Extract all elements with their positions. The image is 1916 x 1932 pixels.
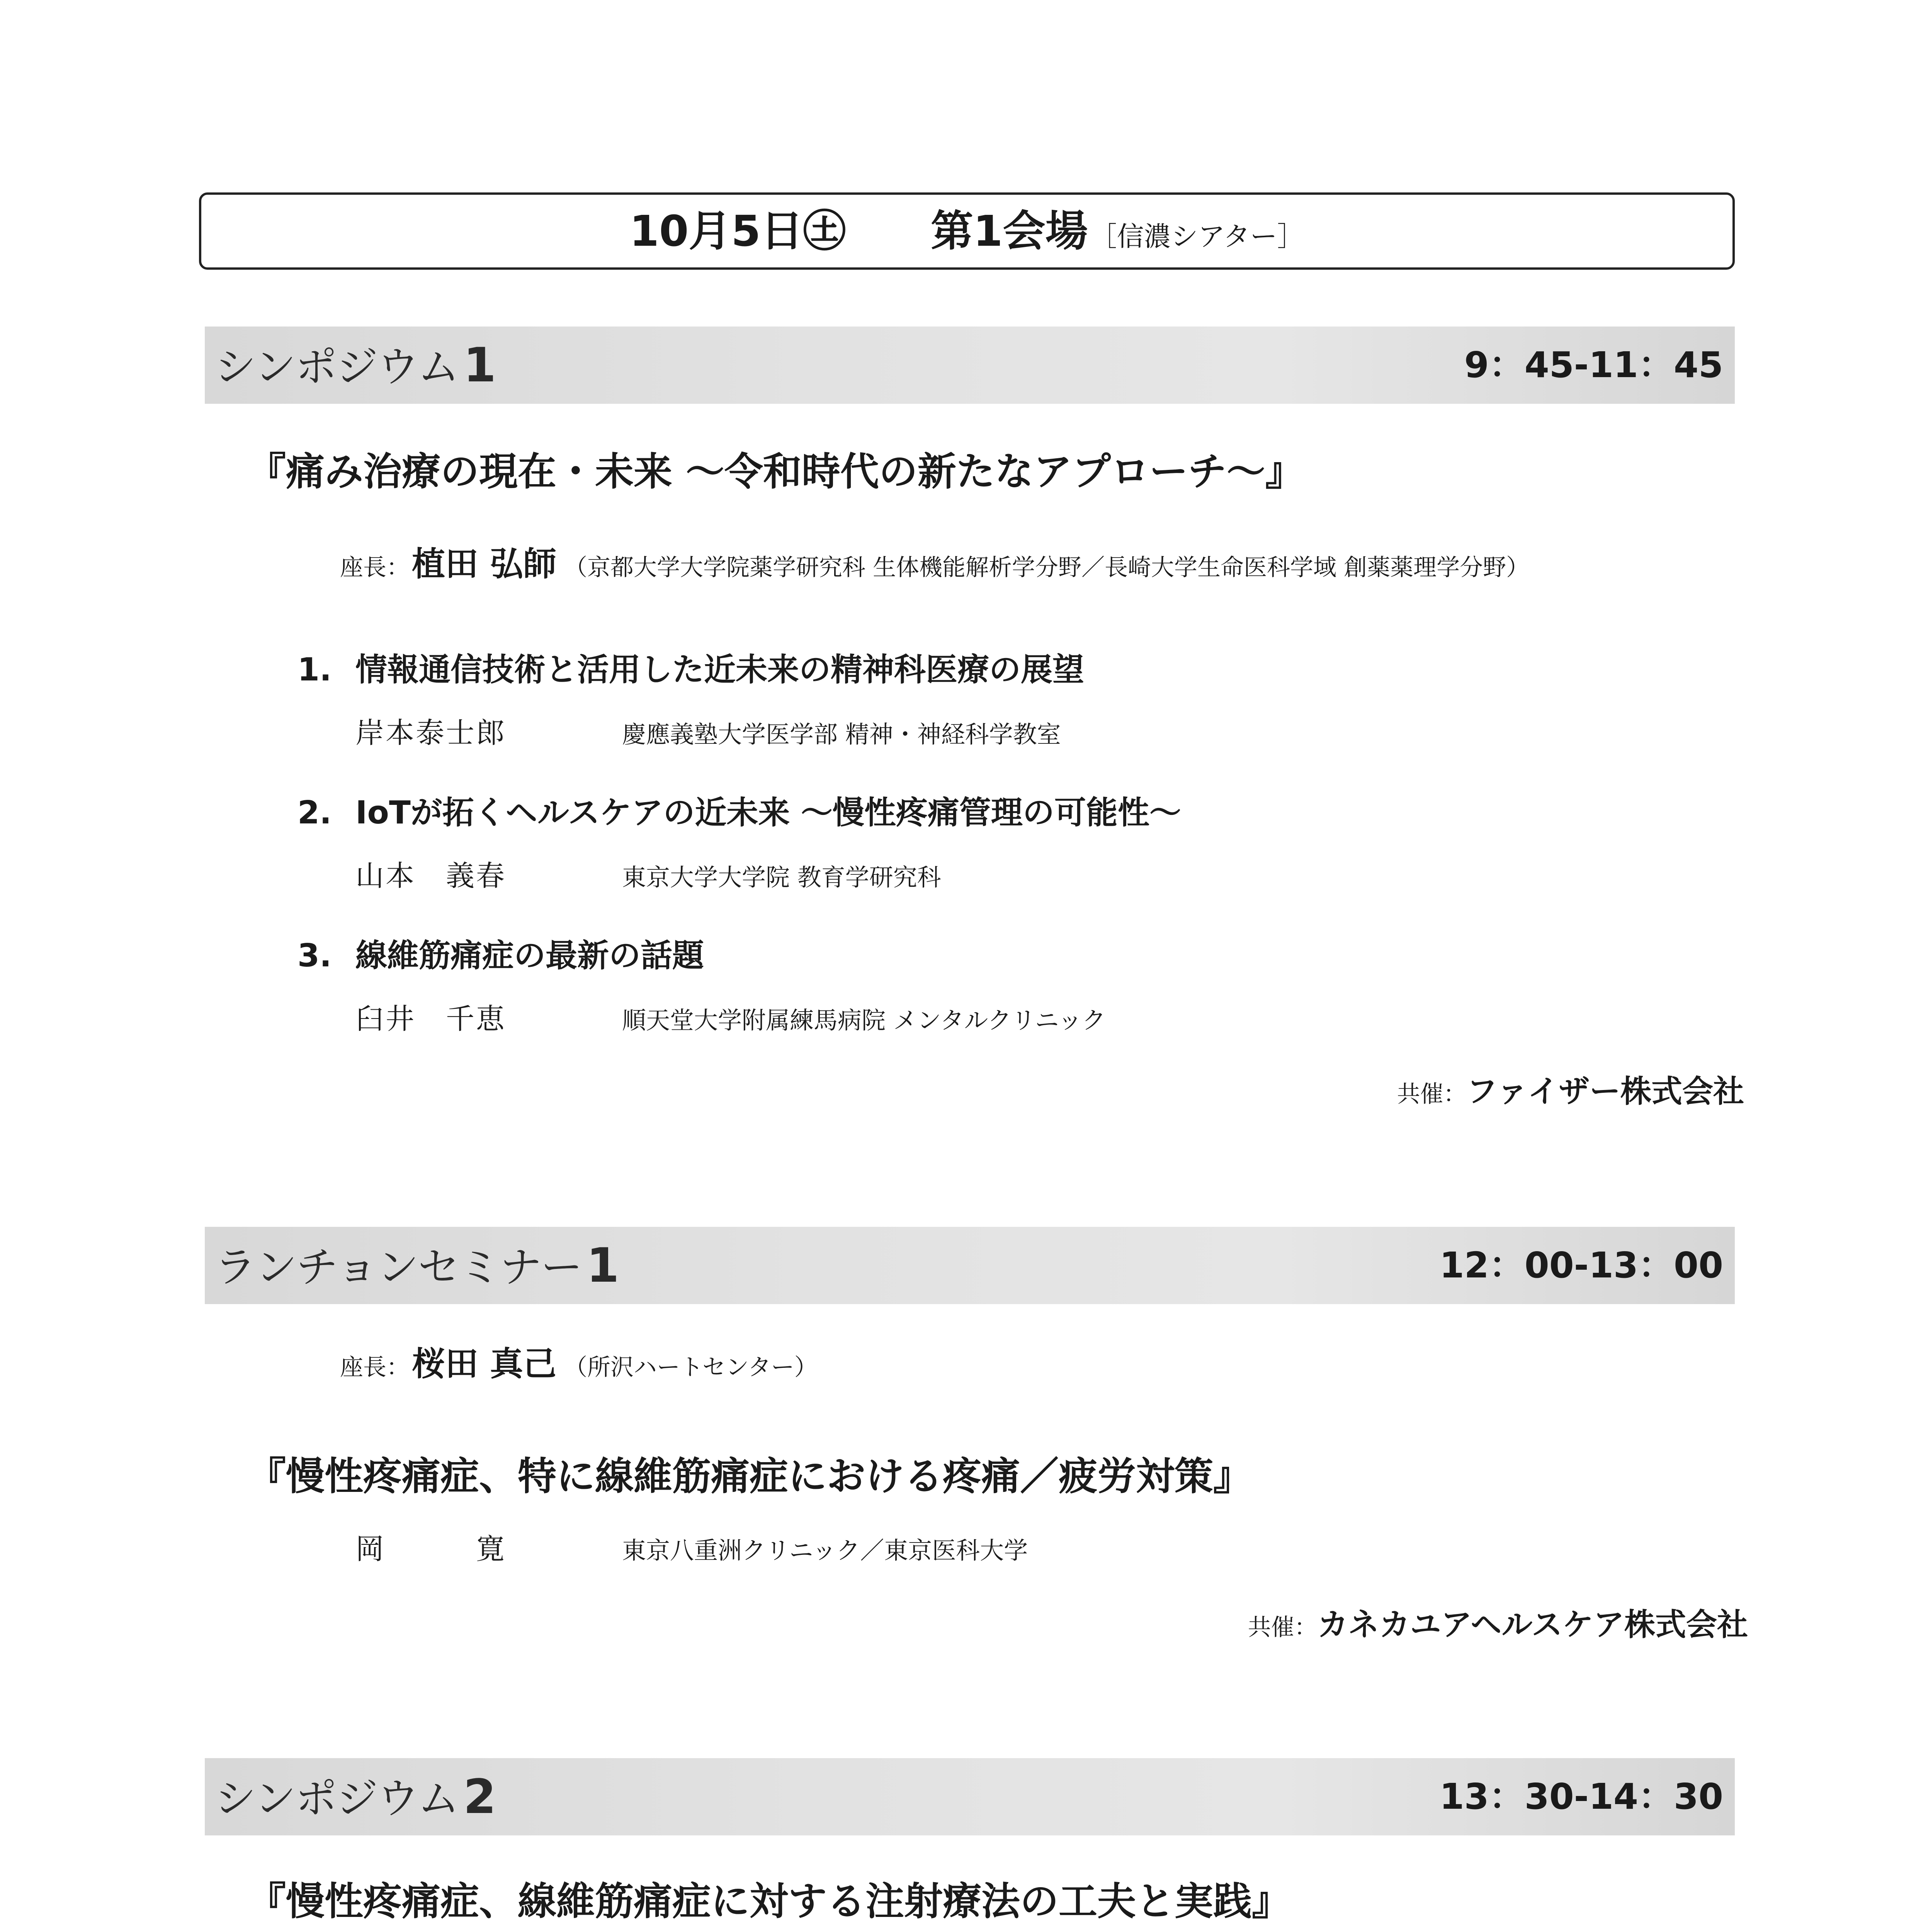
session-sponsor: 共催：カネカユアヘルスケア株式会社 <box>1248 1607 1748 1643</box>
session-header-luncheon-1 <box>205 1227 1735 1304</box>
session-header-symposium-2 <box>205 1758 1735 1835</box>
session-topic: 『慢性疼痛症、線維筋痛症に対する注射療法の工夫と実践』 <box>247 1879 1290 1924</box>
chair-name: 桜田 真己 <box>412 1345 556 1383</box>
session-chair: 座長：植田 弘師 （京都大学大学院薬学研究科 生体機能解析学分野／長崎大学生命医科学域 創薬薬理学分野） <box>340 545 1530 583</box>
speaker-affiliation: 慶應義塾大学医学部 精神・神経科学教室 <box>622 720 1061 748</box>
talk-speaker: 岸本泰士郎 慶應義塾大学医学部 精神・神経科学教室 <box>355 716 1061 750</box>
session-title: シンポジウム2 <box>214 1769 496 1824</box>
speaker-affiliation: 順天堂大学附属練馬病院 メンタルクリニック <box>622 1006 1106 1034</box>
session-title: シンポジウム1 <box>214 338 496 393</box>
talk-title: 1. 情報通信技術と活用した近未来の精神科医療の展望 <box>298 651 1085 688</box>
talk-speaker: 臼井 千恵 順天堂大学附属練馬病院 メンタルクリニック <box>355 1002 1106 1036</box>
talk-title: 2. IoTが拓くヘルスケアの近未来 ～慢性疼痛管理の可能性～ <box>298 794 1181 831</box>
session-date: 10月5日㊏ <box>629 206 846 256</box>
chair-affiliation: （京都大学大学院薬学研究科 生体機能解析学分野／長崎大学生命医科学域 創薬薬理学分野） <box>564 554 1530 581</box>
session-title: ランチョンセミナー1 <box>214 1238 619 1293</box>
venue-name: ［信濃シアター］ <box>1090 221 1304 252</box>
speaker-affiliation: 東京八重洲クリニック／東京医科大学 <box>622 1536 1028 1565</box>
room-name: 第1会場 <box>930 206 1088 256</box>
session-header-symposium-1 <box>205 327 1735 404</box>
session-time: 13：30-14：30 <box>1439 1776 1723 1817</box>
chair-affiliation: （所沢ハートセンター） <box>564 1354 818 1381</box>
chair-name: 植田 弘師 <box>412 545 556 583</box>
session-topic: 『慢性疼痛症、特に線維筋痛症における疼痛／疲労対策』 <box>247 1454 1252 1499</box>
session-time: 9：45-11：45 <box>1464 344 1723 386</box>
date-header-line <box>201 195 1732 267</box>
talk-title: 3. 線維筋痛症の最新の話題 <box>298 937 704 974</box>
talk-speaker: 山本 義春 東京大学大学院 教育学研究科 <box>355 859 941 893</box>
session-sponsor: 共催：ファイザー株式会社 <box>1397 1073 1744 1109</box>
session-time: 12：00-13：00 <box>1439 1245 1723 1286</box>
date-header-box <box>199 192 1735 270</box>
speaker-affiliation: 東京大学大学院 教育学研究科 <box>622 863 941 891</box>
session-topic: 『痛み治療の現在・未来 ～令和時代の新たなアプローチ～』 <box>247 449 1304 494</box>
talk-speaker: 岡 寛 東京八重洲クリニック／東京医科大学 <box>355 1532 1028 1566</box>
session-chair: 座長：桜田 真己 （所沢ハートセンター） <box>340 1345 818 1383</box>
